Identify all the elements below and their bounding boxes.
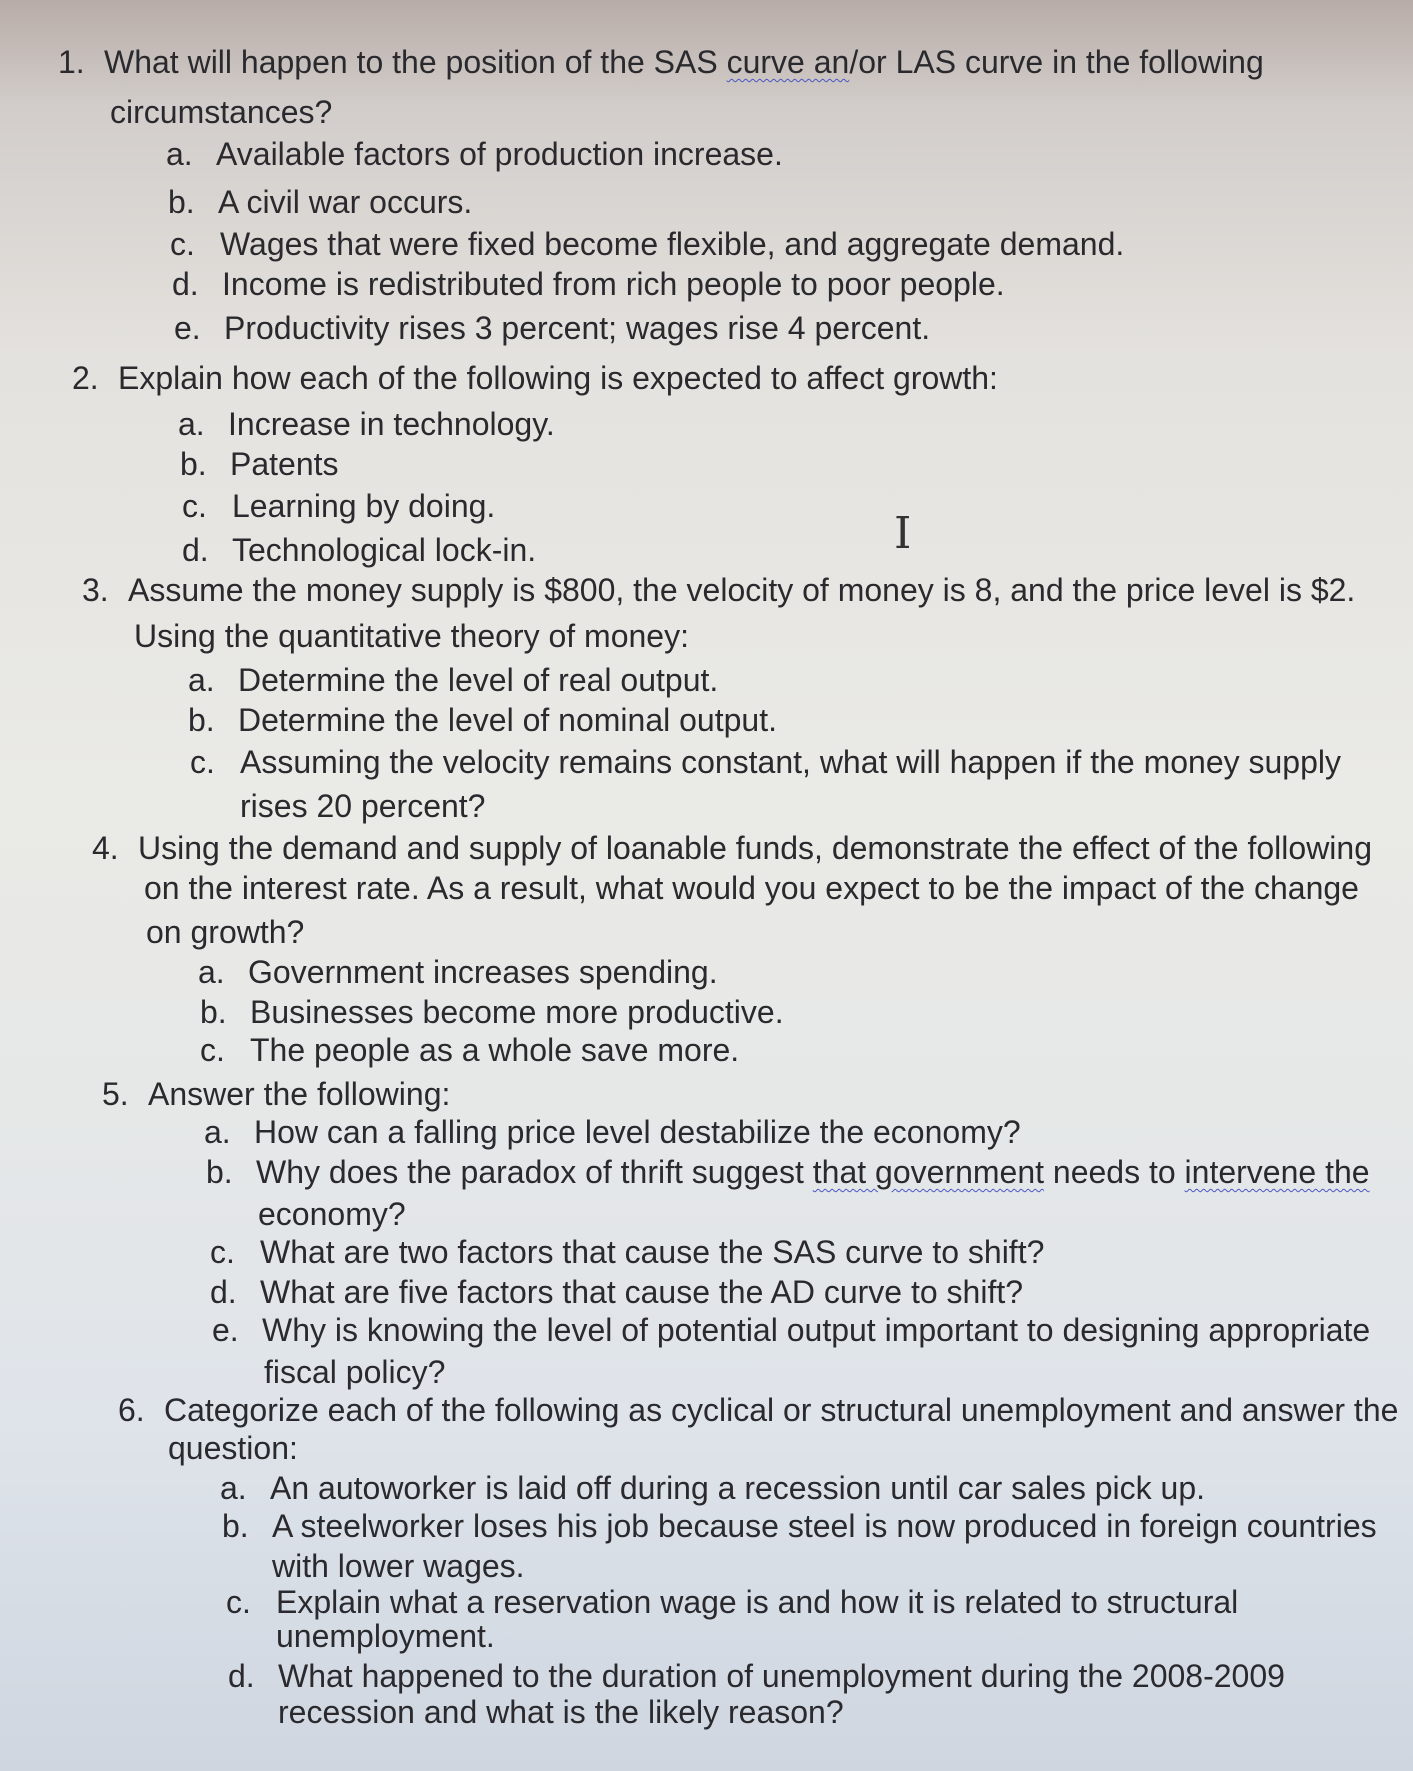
question-6-item-d xyxy=(228,1656,1285,1696)
item-text: What are two factors that cause the SAS curve to shift? xyxy=(260,1234,1045,1270)
item-letter: b. xyxy=(180,446,207,482)
question-4-continuation: on the interest rate. As a result, what would you expect to be the impact of the change xyxy=(144,870,1359,906)
question-5-item-a xyxy=(204,1112,1021,1152)
item-text: A civil war occurs. xyxy=(218,184,473,220)
item-letter: a. xyxy=(220,1470,247,1506)
item-letter: b. xyxy=(188,702,215,738)
question-6 xyxy=(118,1390,1398,1430)
question-4-item-b xyxy=(200,992,784,1032)
question-number: 6. xyxy=(118,1392,145,1428)
question-4 xyxy=(92,828,1372,868)
question-4-item-c xyxy=(200,1030,739,1070)
question-5-item-e xyxy=(212,1310,1370,1350)
item-letter: d. xyxy=(182,532,209,568)
question-5-item-e-continuation: fiscal policy? xyxy=(264,1354,446,1390)
question-3-continuation: Using the quantitative theory of money: xyxy=(134,618,689,654)
question-3-item-c xyxy=(190,742,1341,782)
question-1-continuation: circumstances? xyxy=(110,94,333,130)
question-3-item-a xyxy=(188,660,718,700)
item-text: An autoworker is laid off during a recession until car sales pick up. xyxy=(270,1470,1205,1506)
question-3-item-c-continuation: rises 20 percent? xyxy=(240,788,486,824)
spellcheck-underlined-text: that government xyxy=(812,1154,1044,1190)
question-number: 4. xyxy=(92,830,119,866)
item-letter: c. xyxy=(190,744,215,780)
question-number: 3. xyxy=(82,572,109,608)
question-text: Assume the money supply is $800, the velocity of money is 8, and the price level is $2. xyxy=(128,572,1356,608)
question-6-item-b xyxy=(222,1506,1377,1546)
item-text: Income is redistributed from rich people to poor people. xyxy=(222,266,1005,302)
question-6-item-b-continuation: with lower wages. xyxy=(272,1548,525,1584)
item-letter: a. xyxy=(166,136,193,172)
item-text: Learning by doing. xyxy=(232,488,496,524)
question-text: Explain how each of the following is expected to affect growth: xyxy=(118,360,998,396)
question-2-item-c xyxy=(182,486,495,526)
question-number: 5. xyxy=(102,1076,129,1112)
item-letter: a. xyxy=(188,662,215,698)
item-letter: b. xyxy=(200,994,227,1030)
question-6-item-c-continuation: unemployment. xyxy=(276,1618,495,1654)
question-1 xyxy=(58,42,1264,82)
item-text: needs to xyxy=(1044,1154,1185,1190)
item-text: Available factors of production increase. xyxy=(216,136,783,172)
item-text: Explain what a reservation wage is and how it is related to structural xyxy=(276,1584,1239,1620)
item-text: Determine the level of real output. xyxy=(238,662,719,698)
item-text: What happened to the duration of unemployment during the 2008-2009 xyxy=(278,1658,1285,1694)
question-2-item-b xyxy=(180,444,339,484)
question-text: Using the demand and supply of loanable funds, demonstrate the effect of the following xyxy=(138,830,1372,866)
question-1-item-c xyxy=(170,224,1124,264)
item-letter: a. xyxy=(204,1114,231,1150)
item-text: How can a falling price level destabilize the economy? xyxy=(254,1114,1021,1150)
question-5-item-b-continuation: economy? xyxy=(258,1196,406,1232)
question-1-item-d xyxy=(172,264,1005,304)
item-letter: c. xyxy=(200,1032,225,1068)
question-1-item-a xyxy=(166,134,783,174)
question-5-item-d xyxy=(210,1272,1023,1312)
item-letter: a. xyxy=(178,406,205,442)
question-3 xyxy=(82,570,1355,610)
item-text: Why is knowing the level of potential output important to designing appropriate xyxy=(262,1312,1371,1348)
question-5-item-b xyxy=(206,1152,1370,1192)
item-text: Government increases spending. xyxy=(248,954,718,990)
item-letter: c. xyxy=(170,226,195,262)
item-text: Why does the paradox of thrift suggest xyxy=(256,1154,813,1190)
item-text: Businesses become more productive. xyxy=(250,994,784,1030)
question-1-item-b xyxy=(168,182,472,222)
question-text: What will happen to the position of the SAS xyxy=(104,44,727,80)
question-2-item-d xyxy=(182,530,536,570)
item-letter: c. xyxy=(182,488,207,524)
item-text: Determine the level of nominal output. xyxy=(238,702,777,738)
item-text: Assuming the velocity remains constant, what will happen if the money supply xyxy=(240,744,1341,780)
text-cursor-icon: I xyxy=(894,508,912,559)
question-text: Answer the following: xyxy=(148,1076,451,1112)
item-letter: c. xyxy=(226,1584,251,1620)
item-text: What are five factors that cause the AD curve to shift? xyxy=(260,1274,1024,1310)
question-5-item-c xyxy=(210,1232,1044,1272)
question-4-continuation-2: on growth? xyxy=(146,914,305,950)
item-letter: b. xyxy=(206,1154,233,1190)
item-letter: b. xyxy=(222,1508,249,1544)
question-1-item-e xyxy=(174,308,930,348)
item-text: Productivity rises 3 percent; wages rise 4 percent. xyxy=(224,310,931,346)
question-6-continuation: question: xyxy=(168,1430,298,1466)
question-5 xyxy=(102,1074,450,1114)
question-4-item-a xyxy=(198,952,718,992)
item-text: The people as a whole save more. xyxy=(250,1032,740,1068)
item-letter: a. xyxy=(198,954,225,990)
question-number: 2. xyxy=(72,360,99,396)
item-letter: e. xyxy=(212,1312,239,1348)
item-letter: e. xyxy=(174,310,201,346)
item-text: Wages that were fixed become flexible, and aggregate demand. xyxy=(220,226,1125,262)
question-2-item-a xyxy=(178,404,555,444)
question-2 xyxy=(72,358,998,398)
item-text: Patents xyxy=(230,446,339,482)
spellcheck-underlined-text: intervene the xyxy=(1184,1154,1370,1190)
question-text: Categorize each of the following as cyclical or structural unemployment and answer the xyxy=(164,1392,1399,1428)
question-6-item-d-continuation: recession and what is the likely reason? xyxy=(278,1694,844,1730)
item-letter: b. xyxy=(168,184,195,220)
item-letter: d. xyxy=(210,1274,237,1310)
question-text: /or LAS curve in the following xyxy=(849,44,1264,80)
spellcheck-underlined-text: curve an xyxy=(726,44,850,80)
item-letter: d. xyxy=(172,266,199,302)
item-text: Increase in technology. xyxy=(228,406,555,442)
question-6-item-a xyxy=(220,1468,1205,1508)
item-letter: d. xyxy=(228,1658,255,1694)
question-number: 1. xyxy=(58,44,85,80)
question-3-item-b xyxy=(188,700,777,740)
item-text: A steelworker loses his job because steel is now produced in foreign countries xyxy=(272,1508,1377,1544)
item-text: Technological lock-in. xyxy=(232,532,537,568)
item-letter: c. xyxy=(210,1234,235,1270)
